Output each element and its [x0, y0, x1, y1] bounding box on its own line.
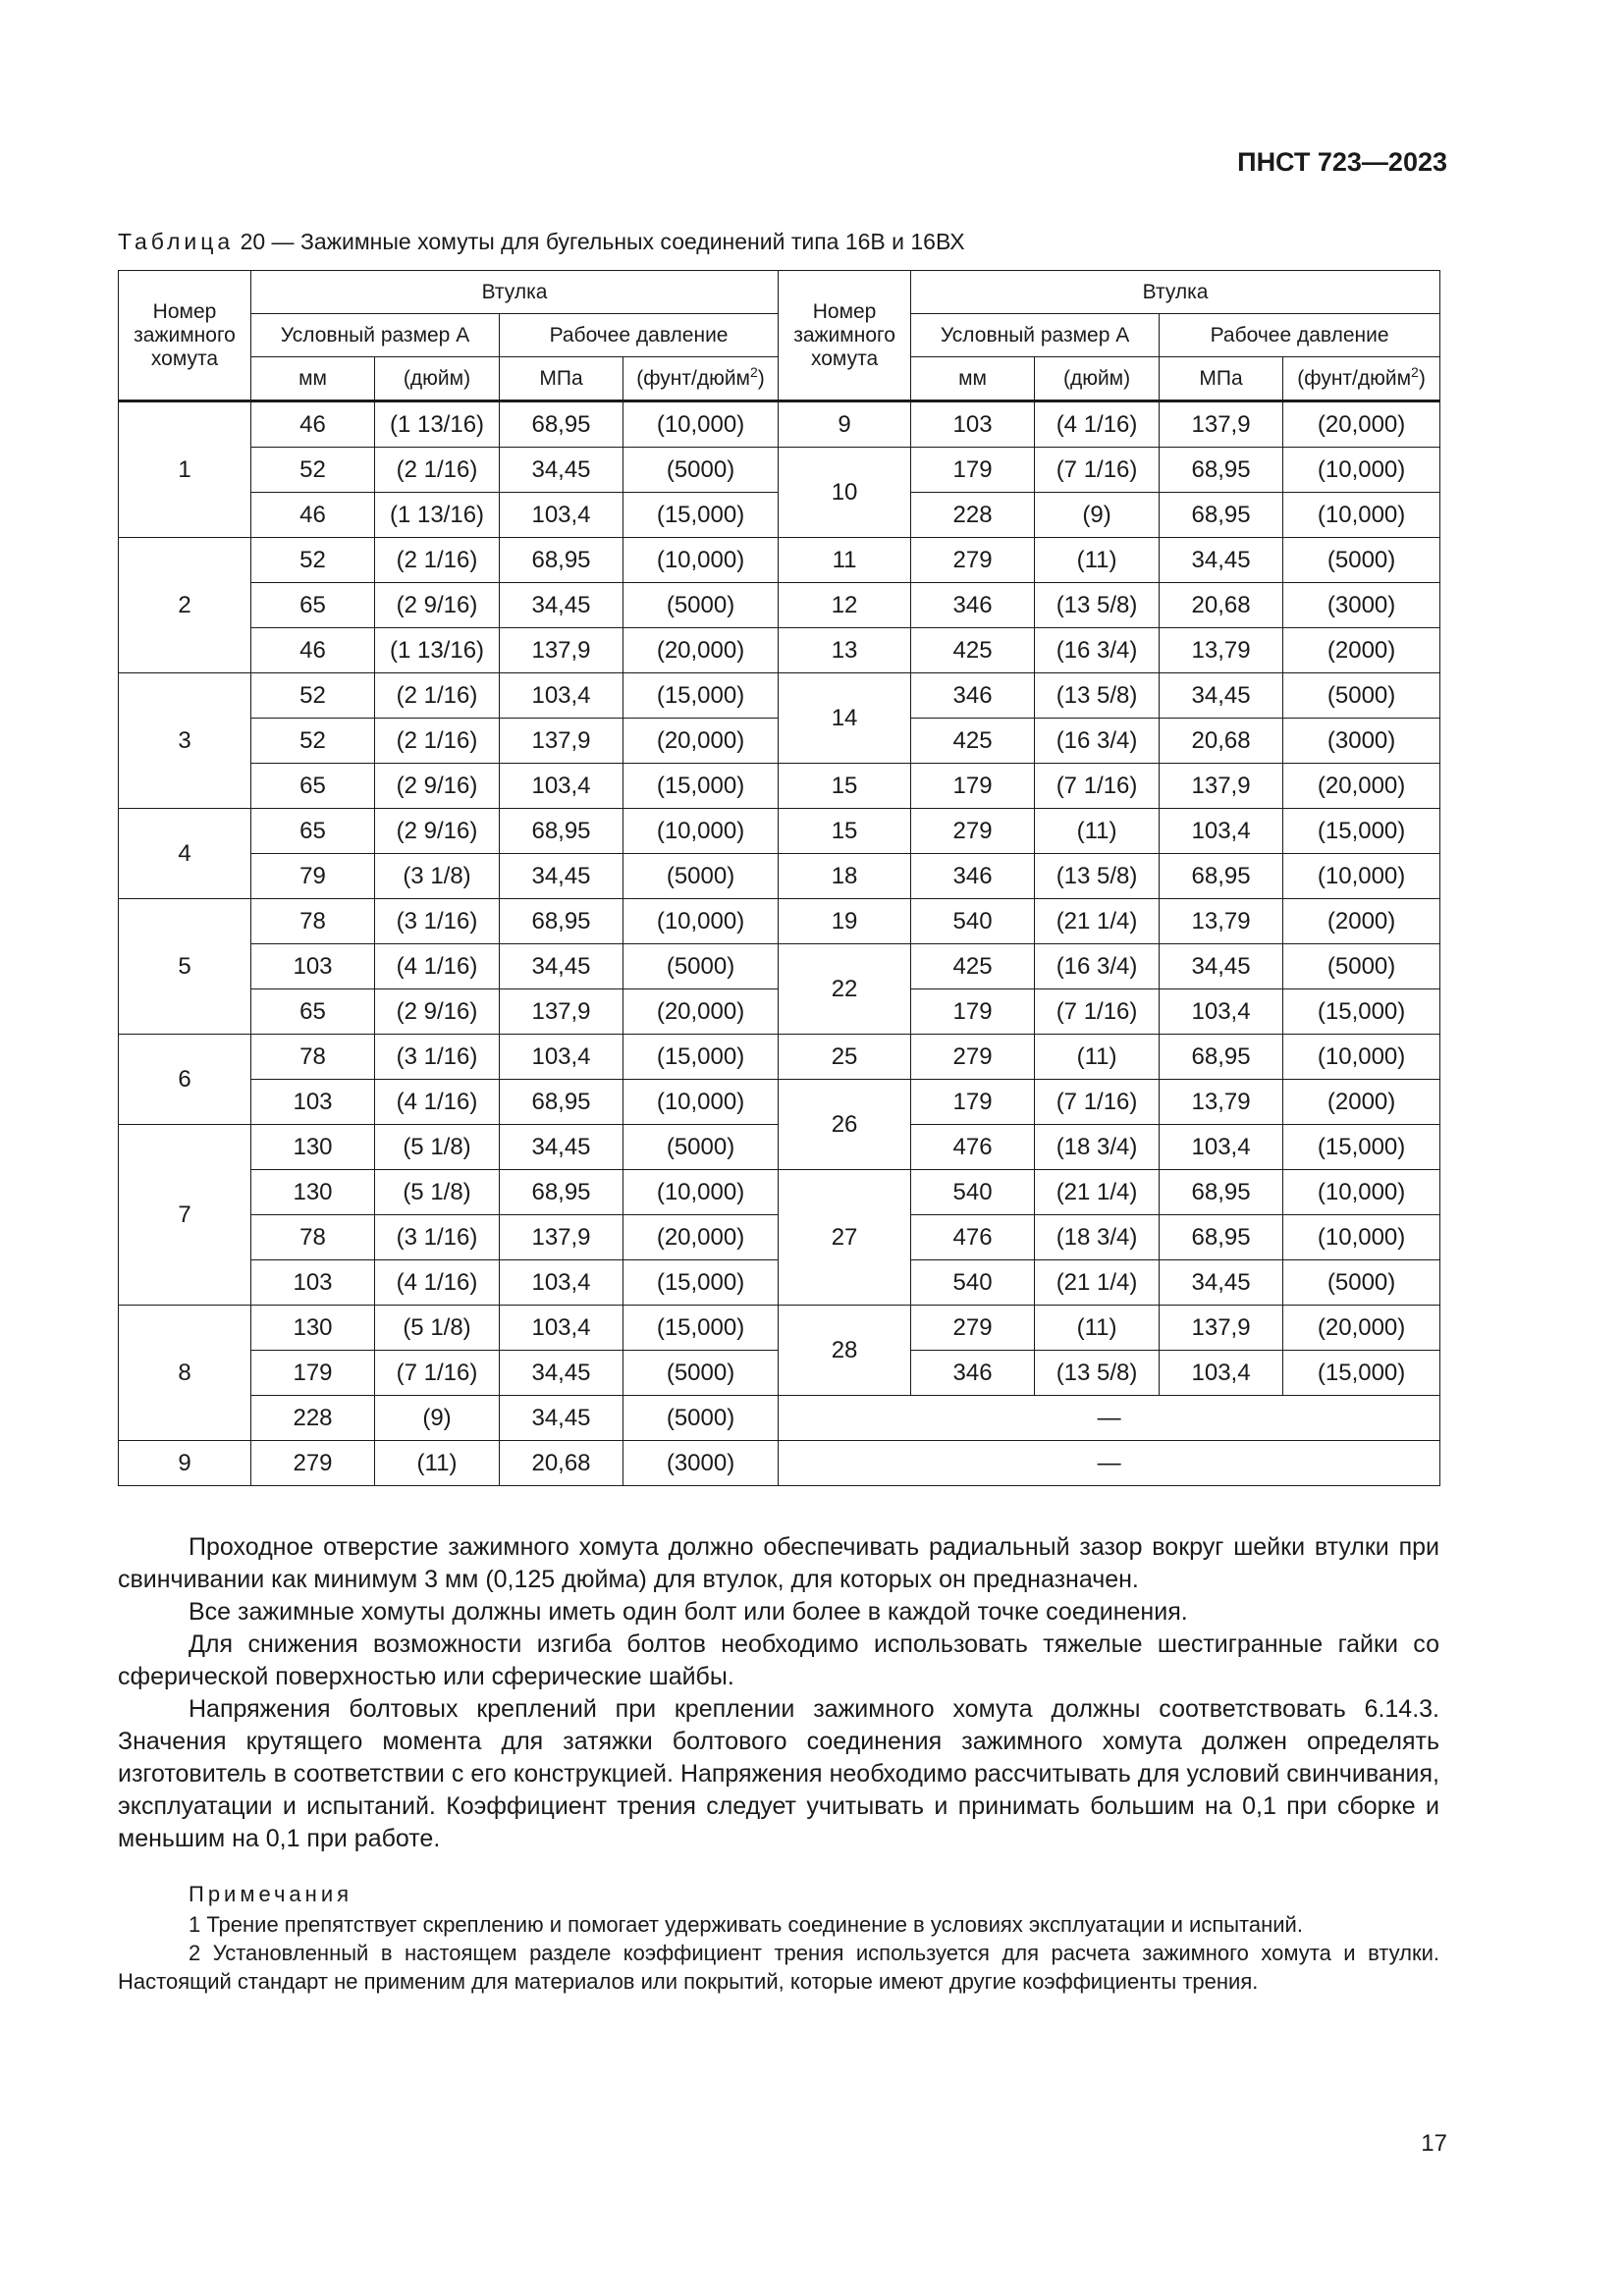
- cell-psi: (10,000): [623, 538, 779, 583]
- cell-psi: (10,000): [623, 1170, 779, 1215]
- header-nominal-size-right: Условный размер А: [911, 314, 1160, 357]
- cell-mm: 425: [911, 719, 1035, 764]
- cell-psi: (5000): [1283, 538, 1440, 583]
- header-hub-right: Втулка: [911, 271, 1440, 314]
- cell-mm: 46: [251, 493, 375, 538]
- cell-mm: 540: [911, 899, 1035, 944]
- cell-psi: (3000): [623, 1441, 779, 1486]
- cell-mm: 279: [911, 1306, 1035, 1351]
- cell-psi: (3000): [1283, 583, 1440, 628]
- cell-inch: (2 1/16): [375, 719, 500, 764]
- cell-psi: (10,000): [1283, 1215, 1440, 1260]
- table-row: [119, 401, 1440, 448]
- cell-psi: (5000): [1283, 673, 1440, 719]
- cell-mpa: 103,4: [500, 1035, 623, 1080]
- cell-psi: (20,000): [623, 989, 779, 1035]
- cell-mpa: 20,68: [1160, 583, 1283, 628]
- header-unit-mm: мм: [251, 357, 375, 401]
- cell-mpa: 13,79: [1160, 628, 1283, 673]
- table-row: [119, 1035, 1440, 1080]
- cell-inch: (18 3/4): [1035, 1215, 1160, 1260]
- header-unit-mpa: МПа: [500, 357, 623, 401]
- header-nominal-size-left: Условный размер А: [251, 314, 500, 357]
- cell-psi: (10,000): [623, 1080, 779, 1125]
- cell-mm: 346: [911, 1351, 1035, 1396]
- cell-inch: (13 5/8): [1035, 673, 1160, 719]
- table-caption-text: 20 — Зажимные хомуты для бугельных соединений типа 16В и 16ВХ: [240, 229, 965, 254]
- cell-psi: (15,000): [623, 673, 779, 719]
- cell-clamp-number: 6: [119, 1035, 251, 1125]
- cell-mpa: 20,68: [1160, 719, 1283, 764]
- cell-mm: 103: [251, 1260, 375, 1306]
- cell-mm: 130: [251, 1170, 375, 1215]
- cell-clamp-number: 22: [779, 944, 911, 1035]
- cell-psi: (15,000): [623, 764, 779, 809]
- cell-mpa: 137,9: [1160, 401, 1283, 448]
- cell-inch: (11): [1035, 1306, 1160, 1351]
- cell-mm: 346: [911, 854, 1035, 899]
- cell-inch: (3 1/16): [375, 899, 500, 944]
- cell-mpa: 68,95: [1160, 854, 1283, 899]
- cell-mpa: 34,45: [500, 944, 623, 989]
- cell-mpa: 68,95: [500, 401, 623, 448]
- table-row: [119, 1080, 1440, 1125]
- cell-inch: (2 9/16): [375, 989, 500, 1035]
- cell-mm: 179: [911, 1080, 1035, 1125]
- cell-inch: (4 1/16): [1035, 401, 1160, 448]
- cell-mm: 103: [251, 1080, 375, 1125]
- table-row: [119, 809, 1440, 854]
- cell-mm: 228: [911, 493, 1035, 538]
- cell-mpa: 68,95: [500, 809, 623, 854]
- cell-psi: (15,000): [623, 1035, 779, 1080]
- table-row: [119, 1170, 1440, 1215]
- cell-mpa: 34,45: [500, 448, 623, 493]
- cell-mm: 179: [911, 448, 1035, 493]
- note-item: 2 Установленный в настоящем разделе коэффициент трения используется для расчета зажимного хомута и втулки. Настоящий стандарт не применим для материалов или покрытий, которые имеют другие коэффициенты трения.: [118, 1941, 1439, 1994]
- cell-inch: (3 1/8): [375, 854, 500, 899]
- cell-inch: (7 1/16): [1035, 989, 1160, 1035]
- cell-inch: (18 3/4): [1035, 1125, 1160, 1170]
- cell-inch: (16 3/4): [1035, 944, 1160, 989]
- cell-mm: 476: [911, 1125, 1035, 1170]
- cell-clamp-number: 19: [779, 899, 911, 944]
- header-hub-left: Втулка: [251, 271, 779, 314]
- cell-mpa: 34,45: [1160, 944, 1283, 989]
- cell-psi: (5000): [623, 448, 779, 493]
- cell-clamp-number: 1: [119, 401, 251, 538]
- cell-mpa: 68,95: [1160, 448, 1283, 493]
- cell-psi: (10,000): [623, 401, 779, 448]
- cell-inch: (7 1/16): [1035, 448, 1160, 493]
- cell-mpa: 68,95: [1160, 1215, 1283, 1260]
- cell-mm: 279: [911, 809, 1035, 854]
- note-item: 1 Трение препятствует скреплению и помогает удерживать соединение в условиях эксплуатации и испытаний.: [189, 1912, 1303, 1937]
- document-code: ПНСТ 723—2023: [1237, 147, 1447, 177]
- cell-mm: 52: [251, 673, 375, 719]
- cell-mm: 52: [251, 719, 375, 764]
- cell-mpa: 137,9: [500, 1215, 623, 1260]
- cell-mm: 103: [251, 944, 375, 989]
- cell-psi: (20,000): [623, 628, 779, 673]
- cell-mm: 425: [911, 944, 1035, 989]
- cell-psi: (5000): [623, 1396, 779, 1441]
- cell-psi: (20,000): [1283, 401, 1440, 448]
- table-row: [119, 944, 1440, 989]
- cell-mm: 103: [911, 401, 1035, 448]
- header-working-pressure-right: Рабочее давление: [1160, 314, 1440, 357]
- cell-clamp-number: 7: [119, 1125, 251, 1306]
- cell-psi: (10,000): [1283, 1035, 1440, 1080]
- cell-psi: (20,000): [623, 1215, 779, 1260]
- cell-mpa: 103,4: [500, 764, 623, 809]
- cell-psi: (15,000): [623, 493, 779, 538]
- cell-psi: (10,000): [623, 899, 779, 944]
- cell-mm: 46: [251, 628, 375, 673]
- paragraph: Проходное отверстие зажимного хомута должно обеспечивать радиальный зазор вокруг шейки втулки при свинчивании как минимум 3 мм (0,125 дюйма) для втулок, для которых он предназначен.: [118, 1533, 1439, 1593]
- cell-mm: 130: [251, 1306, 375, 1351]
- header-clamp-number-left: Номер зажимного хомута: [119, 271, 251, 401]
- cell-mm: 179: [911, 989, 1035, 1035]
- cell-clamp-number: 11: [779, 538, 911, 583]
- cell-inch: (2 1/16): [375, 673, 500, 719]
- table-caption-label: Таблица: [118, 229, 235, 254]
- cell-mm: 179: [251, 1351, 375, 1396]
- cell-mpa: 34,45: [500, 854, 623, 899]
- cell-mm: 228: [251, 1396, 375, 1441]
- table-row: [119, 899, 1440, 944]
- cell-mpa: 103,4: [1160, 809, 1283, 854]
- cell-inch: (2 1/16): [375, 448, 500, 493]
- cell-mm: 52: [251, 538, 375, 583]
- cell-mpa: 34,45: [1160, 1260, 1283, 1306]
- cell-clamp-number: 15: [779, 764, 911, 809]
- cell-inch: (21 1/4): [1035, 899, 1160, 944]
- cell-mpa: 34,45: [1160, 538, 1283, 583]
- cell-clamp-number: 13: [779, 628, 911, 673]
- cell-inch: (13 5/8): [1035, 1351, 1160, 1396]
- cell-inch: (4 1/16): [375, 1080, 500, 1125]
- header-clamp-number-right: Номер зажимного хомута: [779, 271, 911, 401]
- header-unit-inch: (дюйм): [1035, 357, 1160, 401]
- cell-mm: 540: [911, 1170, 1035, 1215]
- header-working-pressure-left: Рабочее давление: [500, 314, 779, 357]
- cell-mm: 279: [251, 1441, 375, 1486]
- cell-clamp-number: 12: [779, 583, 911, 628]
- cell-inch: (1 13/16): [375, 401, 500, 448]
- cell-mm: 425: [911, 628, 1035, 673]
- cell-psi: (5000): [623, 583, 779, 628]
- cell-inch: (21 1/4): [1035, 1260, 1160, 1306]
- cell-mm: 65: [251, 764, 375, 809]
- cell-inch: (4 1/16): [375, 1260, 500, 1306]
- cell-mm: 79: [251, 854, 375, 899]
- cell-mpa: 68,95: [500, 1170, 623, 1215]
- cell-clamp-number: 9: [779, 401, 911, 448]
- cell-mpa: 13,79: [1160, 1080, 1283, 1125]
- notes-section: [118, 1880, 1439, 1996]
- cell-mpa: 68,95: [500, 538, 623, 583]
- cell-psi: (10,000): [1283, 854, 1440, 899]
- cell-inch: (2 9/16): [375, 809, 500, 854]
- cell-inch: (3 1/16): [375, 1035, 500, 1080]
- cell-mm: 78: [251, 1035, 375, 1080]
- cell-mm: 279: [911, 1035, 1035, 1080]
- cell-inch: (13 5/8): [1035, 583, 1160, 628]
- cell-mm: 346: [911, 583, 1035, 628]
- page-number: 17: [1421, 2130, 1447, 2157]
- table-row: [119, 854, 1440, 899]
- table-row: [119, 448, 1440, 493]
- cell-mpa: 137,9: [1160, 1306, 1283, 1351]
- cell-clamp-number: 14: [779, 673, 911, 764]
- cell-psi: (2000): [1283, 899, 1440, 944]
- table-row: [119, 628, 1440, 673]
- cell-mpa: 103,4: [1160, 1351, 1283, 1396]
- cell-mpa: 68,95: [1160, 1035, 1283, 1080]
- cell-inch: (7 1/16): [1035, 1080, 1160, 1125]
- cell-clamp-number: 9: [119, 1441, 251, 1486]
- notes-title: Примечания: [189, 1882, 353, 1906]
- table-row: [119, 538, 1440, 583]
- cell-inch: (9): [1035, 493, 1160, 538]
- cell-inch: (3 1/16): [375, 1215, 500, 1260]
- cell-mm: 78: [251, 899, 375, 944]
- cell-mm: 65: [251, 989, 375, 1035]
- cell-inch: (2 1/16): [375, 538, 500, 583]
- cell-clamp-number: 3: [119, 673, 251, 809]
- clamps-table: [118, 270, 1440, 1486]
- cell-inch: (13 5/8): [1035, 854, 1160, 899]
- cell-psi: (5000): [623, 944, 779, 989]
- cell-mpa: 137,9: [500, 628, 623, 673]
- cell-mpa: 34,45: [1160, 673, 1283, 719]
- cell-clamp-number: 4: [119, 809, 251, 899]
- header-unit-psi: (фунт/дюйм$^2$): [623, 357, 779, 401]
- cell-clamp-number: 5: [119, 899, 251, 1035]
- cell-inch: (16 3/4): [1035, 719, 1160, 764]
- cell-psi: (15,000): [1283, 1125, 1440, 1170]
- cell-clamp-number: 15: [779, 809, 911, 854]
- cell-mm: 65: [251, 583, 375, 628]
- cell-psi: (3000): [1283, 719, 1440, 764]
- cell-mpa: 103,4: [500, 673, 623, 719]
- table-row: [119, 673, 1440, 719]
- cell-inch: (11): [375, 1441, 500, 1486]
- table-row: [119, 1306, 1440, 1351]
- paragraph: Для снижения возможности изгиба болтов необходимо использовать тяжелые шестигранные гайки со сферической поверхностью или сферические шайбы.: [118, 1630, 1439, 1690]
- header-unit-mpa: МПа: [1160, 357, 1283, 401]
- cell-inch: (4 1/16): [375, 944, 500, 989]
- cell-mpa: 68,95: [1160, 1170, 1283, 1215]
- cell-inch: (5 1/8): [375, 1306, 500, 1351]
- cell-psi: (2000): [1283, 628, 1440, 673]
- cell-mpa: 34,45: [500, 1351, 623, 1396]
- cell-psi: (15,000): [623, 1260, 779, 1306]
- cell-mpa: 68,95: [1160, 493, 1283, 538]
- cell-psi: (15,000): [623, 1306, 779, 1351]
- paragraph: Все зажимные хомуты должны иметь один болт или более в каждой точке соединения.: [189, 1598, 1188, 1626]
- cell-inch: (2 9/16): [375, 583, 500, 628]
- cell-inch: (5 1/8): [375, 1170, 500, 1215]
- cell-clamp-number: 8: [119, 1306, 251, 1441]
- cell-psi: (5000): [623, 1125, 779, 1170]
- cell-mpa: 137,9: [500, 719, 623, 764]
- cell-mm: 52: [251, 448, 375, 493]
- cell-mm: 78: [251, 1215, 375, 1260]
- cell-inch: (7 1/16): [1035, 764, 1160, 809]
- table-body: [119, 401, 1440, 1486]
- cell-inch: (9): [375, 1396, 500, 1441]
- header-unit-inch: (дюйм): [375, 357, 500, 401]
- cell-mm: 65: [251, 809, 375, 854]
- cell-psi: (15,000): [1283, 809, 1440, 854]
- cell-psi: (2000): [1283, 1080, 1440, 1125]
- cell-mm: 46: [251, 401, 375, 448]
- cell-clamp-number: 27: [779, 1170, 911, 1306]
- cell-mpa: 34,45: [500, 583, 623, 628]
- cell-mpa: 103,4: [1160, 1125, 1283, 1170]
- cell-clamp-number: 28: [779, 1306, 911, 1396]
- cell-psi: (5000): [623, 1351, 779, 1396]
- cell-psi: (10,000): [1283, 1170, 1440, 1215]
- cell-clamp-number: 18: [779, 854, 911, 899]
- cell-psi: (10,000): [1283, 448, 1440, 493]
- cell-psi: (20,000): [623, 719, 779, 764]
- cell-mpa: 68,95: [500, 1080, 623, 1125]
- cell-psi: (20,000): [1283, 764, 1440, 809]
- cell-inch: (2 9/16): [375, 764, 500, 809]
- table-caption: [118, 229, 965, 255]
- cell-inch: (11): [1035, 1035, 1160, 1080]
- cell-inch: (7 1/16): [375, 1351, 500, 1396]
- header-unit-psi: (фунт/дюйм$^2$): [1283, 357, 1440, 401]
- cell-mpa: 103,4: [1160, 989, 1283, 1035]
- cell-mpa: 103,4: [500, 493, 623, 538]
- cell-inch: (21 1/4): [1035, 1170, 1160, 1215]
- cell-mpa: 34,45: [500, 1396, 623, 1441]
- cell-mm: 346: [911, 673, 1035, 719]
- cell-mm: 476: [911, 1215, 1035, 1260]
- cell-mpa: 103,4: [500, 1306, 623, 1351]
- cell-mpa: 103,4: [500, 1260, 623, 1306]
- cell-inch: (11): [1035, 538, 1160, 583]
- cell-clamp-number: 25: [779, 1035, 911, 1080]
- cell-mpa: 13,79: [1160, 899, 1283, 944]
- cell-inch: (1 13/16): [375, 493, 500, 538]
- cell-clamp-number: 10: [779, 448, 911, 538]
- cell-psi: (20,000): [1283, 1306, 1440, 1351]
- table-row: [119, 1441, 1440, 1486]
- cell-mpa: 68,95: [500, 899, 623, 944]
- cell-mpa: 20,68: [500, 1441, 623, 1486]
- table-row: [119, 583, 1440, 628]
- cell-mpa: 137,9: [1160, 764, 1283, 809]
- cell-mpa: 137,9: [500, 989, 623, 1035]
- cell-mpa: 34,45: [500, 1125, 623, 1170]
- cell-psi: (15,000): [1283, 989, 1440, 1035]
- cell-inch: (16 3/4): [1035, 628, 1160, 673]
- cell-empty: —: [779, 1396, 1440, 1441]
- cell-psi: (5000): [1283, 944, 1440, 989]
- cell-psi: (10,000): [623, 809, 779, 854]
- cell-psi: (15,000): [1283, 1351, 1440, 1396]
- cell-psi: (5000): [1283, 1260, 1440, 1306]
- cell-mm: 130: [251, 1125, 375, 1170]
- cell-psi: (10,000): [1283, 493, 1440, 538]
- cell-mm: 540: [911, 1260, 1035, 1306]
- body-text: [118, 1531, 1439, 1855]
- cell-psi: (5000): [623, 854, 779, 899]
- table-row: [119, 764, 1440, 809]
- cell-inch: (1 13/16): [375, 628, 500, 673]
- cell-mm: 279: [911, 538, 1035, 583]
- header-unit-mm: мм: [911, 357, 1035, 401]
- cell-inch: (11): [1035, 809, 1160, 854]
- cell-clamp-number: 2: [119, 538, 251, 673]
- paragraph: Напряжения болтовых креплений при креплении зажимного хомута должны соответствовать 6.14.3. Значения крутящего момента для затяжки болтового соединения зажимного хомута должен определять изготовитель в соответствии с его конструкцией. Напряжения необходимо рассчитывать для условий свинчивания, эксплуатации и испытаний. Коэффициент трения следует учитывать и принимать большим на 0,1 при сборке и меньшим на 0,1 при работе.: [118, 1695, 1439, 1852]
- table-row: [119, 1396, 1440, 1441]
- cell-empty: —: [779, 1441, 1440, 1486]
- cell-mm: 179: [911, 764, 1035, 809]
- cell-clamp-number: 26: [779, 1080, 911, 1170]
- cell-inch: (5 1/8): [375, 1125, 500, 1170]
